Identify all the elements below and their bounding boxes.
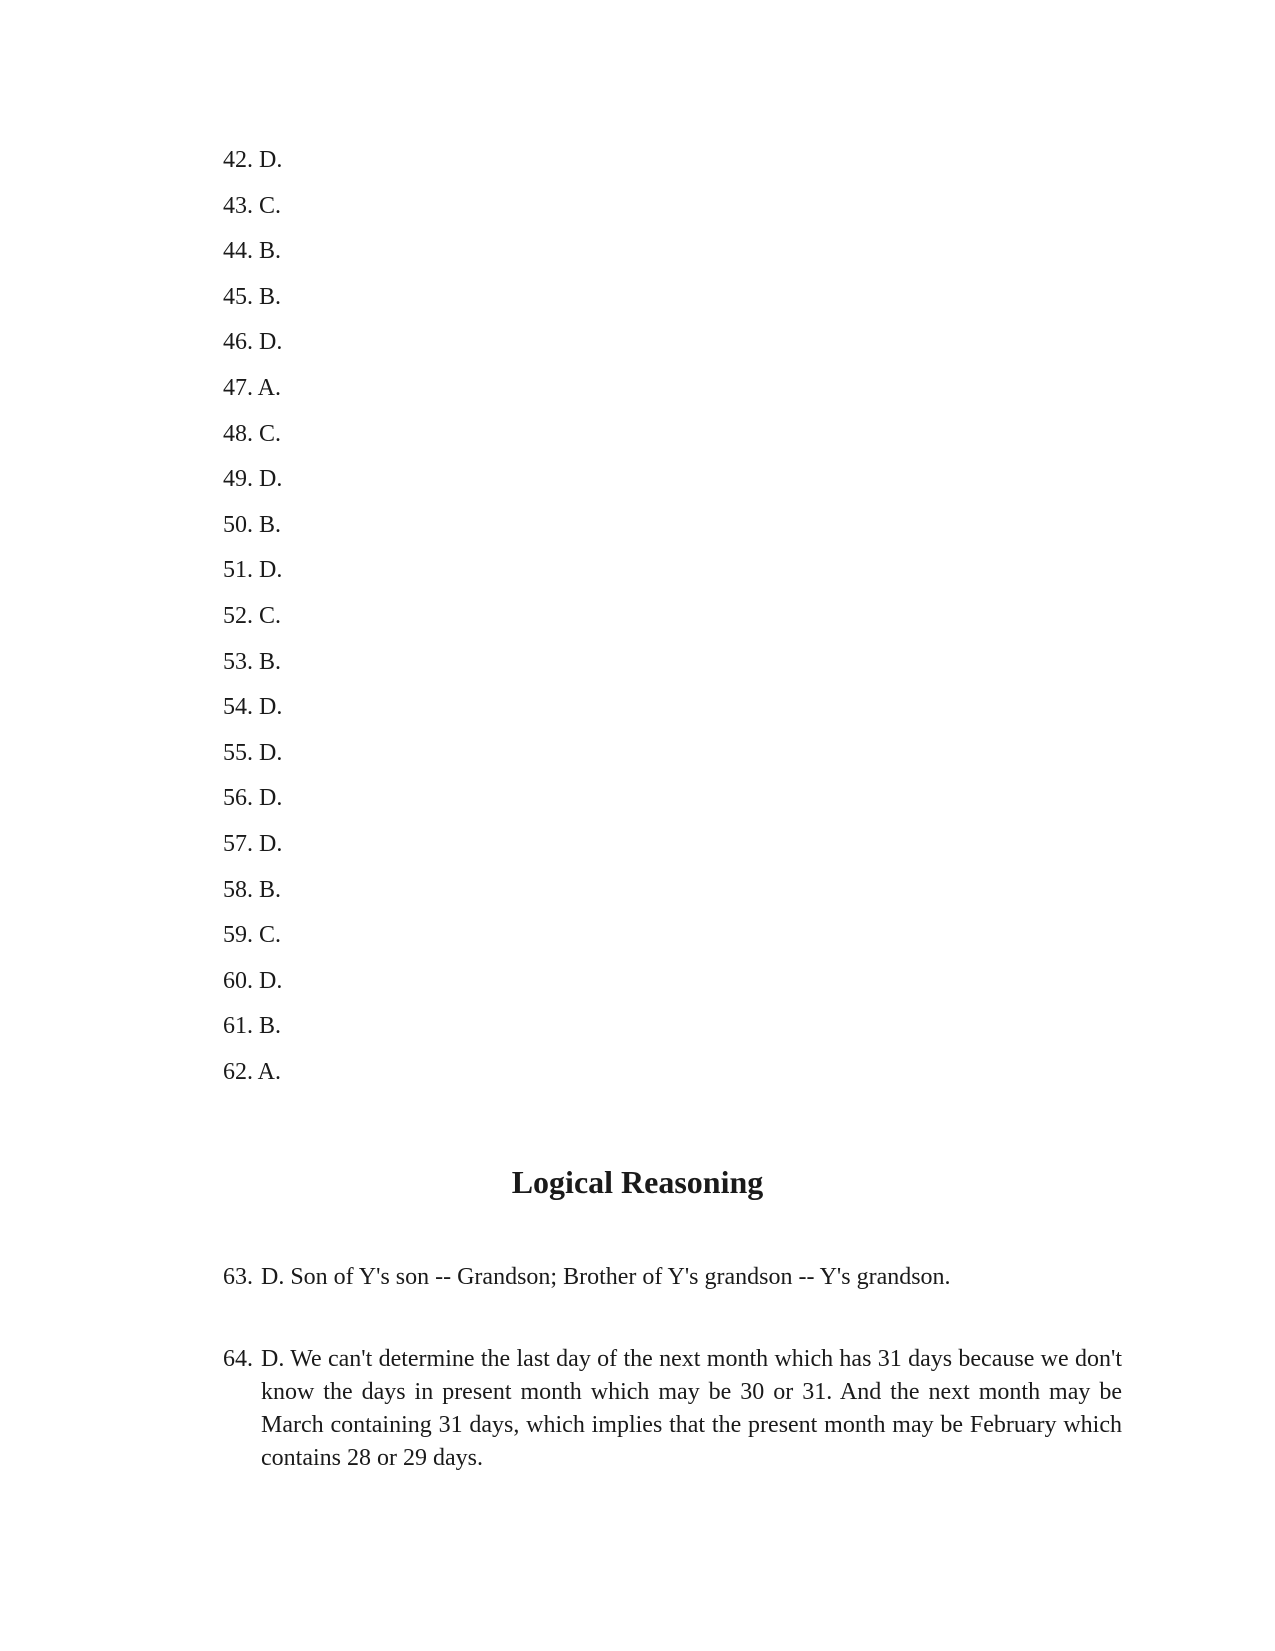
answer-item: 46. D.: [223, 329, 283, 356]
answer-explanation: D. We can't determine the last day of the next month which has 31 days because we don't know the days in present month which may be 30 or 31. And the next month may be March containing 31 days, which implies that the present month may be February which contains 28 or 29 days.: [261, 1346, 1122, 1471]
answer-explanation: D. Son of Y's son -- Grandson; Brother of Y's grandson -- Y's grandson.: [261, 1264, 951, 1290]
answer-item: 57. D.: [223, 830, 283, 857]
answer-number: 64.: [223, 1346, 253, 1372]
answer-item: 42. D.: [223, 147, 283, 173]
answer-item: 56. D.: [223, 785, 283, 812]
answer-item: 62. A.: [223, 1058, 282, 1085]
answer-item: 47. A.: [223, 374, 282, 401]
answer-item: 60. D.: [223, 967, 283, 994]
answer-item: 51. D.: [223, 557, 283, 584]
answer-item: 43. C.: [223, 192, 282, 219]
answer-item: 53. B.: [223, 648, 282, 675]
answer-item: 61. B.: [223, 1013, 282, 1040]
answer-item: 54. D.: [223, 694, 283, 721]
answer-item: 59. C.: [223, 922, 282, 949]
answer-item: 50. B.: [223, 511, 282, 538]
answer-key-list: [223, 146, 282, 1103]
explained-answer: [223, 1343, 1122, 1475]
answer-number: 63.: [223, 1264, 253, 1290]
answer-item: 55. D.: [223, 739, 283, 766]
answer-item: 44. B.: [223, 238, 282, 265]
explained-answer: [223, 1261, 1122, 1294]
answer-item: 52. C.: [223, 602, 282, 629]
answer-item: 48. C.: [223, 420, 282, 447]
answer-item: 45. B.: [223, 283, 282, 310]
section-title: Logical Reasoning: [511, 1164, 764, 1200]
answer-item: 49. D.: [223, 466, 283, 493]
answer-item: 58. B.: [223, 876, 282, 903]
